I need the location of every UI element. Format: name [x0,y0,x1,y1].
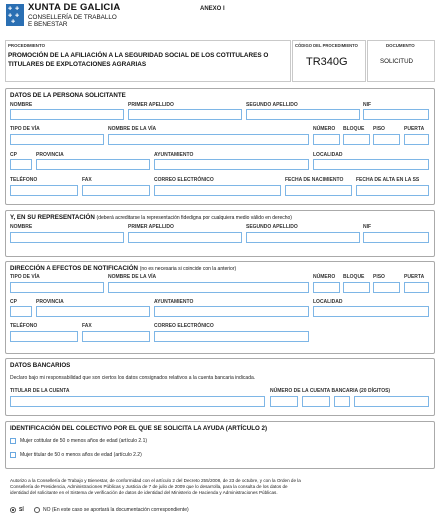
notification-fax-input[interactable] [82,331,150,342]
department-line1: CONSELLERÍA DE TRABALLO [28,14,117,21]
bank-dc-input[interactable] [334,396,350,407]
notification-ayuntamiento-input[interactable] [154,306,309,317]
applicant-tipo-via-label: TIPO DE VÍA [10,126,40,132]
notification-piso-label: PISO [373,274,385,280]
procedure-label: PROCEDIMIENTO [8,43,45,48]
applicant-provincia-input[interactable] [36,159,150,170]
collective-option2-label: Mujer titular de 50 o menos años de edad (artículo 2.2) [20,452,142,458]
collective-option1-label: Mujer cotitular de 50 o menos años de edad (artículo 2.1) [20,438,148,444]
bank-title: DATOS BANCARIOS [10,362,71,369]
notification-nombre-via-input[interactable] [108,282,309,293]
brand-name: XUNTA DE GALICIA [28,2,121,13]
representative-nombre-input[interactable] [10,232,124,243]
notification-ayuntamiento-label: AYUNTAMIENTO [154,299,194,305]
representative-nif-input[interactable] [363,232,429,243]
applicant-telefono-label: TELÉFONO [10,177,38,183]
notification-numero-label: NÚMERO [313,274,336,280]
notification-cp-input[interactable] [10,306,32,317]
bank-declaration: Declaro bajo mi responsabilidad que son ciertos los datos consignados relativos a la cuenta bancaria indicada. [10,375,256,381]
applicant-ayuntamiento-label: AYUNTAMIENTO [154,152,194,158]
representative-apellido1-input[interactable] [128,232,242,243]
applicant-nombre-via-label: NOMBRE DE LA VÍA [108,126,157,132]
notification-provincia-label: PROVINCIA [36,299,64,305]
representative-note: (deberá acreditarse la representación fidedigna por cualquiera medio válido en derecho) [96,215,292,221]
notification-title-text: DIRECCIÓN A EFECTOS DE NOTIFICACIÓN [10,265,138,272]
notification-fax-label: FAX [82,323,92,329]
notification-localidad-input[interactable] [313,306,429,317]
bank-titular-label: TITULAR DE LA CUENTA [10,388,70,394]
notification-piso-input[interactable] [373,282,400,293]
applicant-fax-label: FAX [82,177,92,183]
applicant-piso-input[interactable] [373,134,400,145]
document-type: SOLICITUD [380,58,414,65]
applicant-telefono-input[interactable] [10,185,78,196]
applicant-apellido1-input[interactable] [128,109,242,120]
applicant-cp-label: CP [10,152,17,158]
notification-cp-label: CP [10,299,17,305]
applicant-fecha-alta-input[interactable] [356,185,429,196]
notification-telefono-input[interactable] [10,331,78,342]
authorization-text [10,478,428,496]
applicant-puerta-input[interactable] [404,134,429,145]
applicant-correo-label: CORREO ELECTRÓNICO [154,177,214,183]
notification-bloque-label: BLOQUE [343,274,365,280]
notification-puerta-input[interactable] [404,282,429,293]
procedure-code: TR340G [306,56,348,68]
applicant-apellido2-label: SEGUNDO APELLIDO [246,102,298,108]
notification-note: (no es necesaria si coincide con la anterior) [139,266,237,272]
representative-title-text: Y, EN SU REPRESENTACIÓN [10,214,95,221]
applicant-numero-label: NÚMERO [313,126,336,132]
notification-nombre-via-label: NOMBRE DE LA VÍA [108,274,157,280]
bank-titular-input[interactable] [10,396,265,407]
notification-localidad-label: LOCALIDAD [313,299,343,305]
applicant-title: DATOS DE LA PERSONA SOLICITANTE [10,92,126,99]
bank-numero-label: NÚMERO DE LA CUENTA BANCARIA (20 DÍGITOS) [270,388,391,394]
authorization-line1: Autorizo a la Consellería de Trabajo y Bienestar, de conformidad con el artículo 2 del Decreto 255/2008, de 23 de octubre, y con la Orden de la [10,478,301,483]
applicant-puerta-label: PUERTA [404,126,425,132]
annex-label: ANEXO I [200,6,225,12]
applicant-nif-input[interactable] [363,109,429,120]
notification-correo-input[interactable] [154,331,309,342]
notification-provincia-input[interactable] [36,306,150,317]
authorization-no-radio[interactable] [34,507,40,513]
bank-account-input[interactable] [354,396,429,407]
bank-office-input[interactable] [302,396,330,407]
xunta-logo: ✚ ✚ ✚ ✚ ✚ [6,4,24,26]
procedure-title-line2: TITULARES DE EXPLOTACIONES AGRARIAS [8,61,147,68]
applicant-correo-input[interactable] [154,185,281,196]
applicant-nif-label: NIF [363,102,372,108]
representative-nombre-label: NOMBRE [10,224,33,230]
applicant-tipo-via-input[interactable] [10,134,104,145]
applicant-bloque-input[interactable] [343,134,370,145]
procedure-title-line1: PROMOCIÓN DE LA AFILIACIÓN A LA SEGURIDAD SOCIAL DE LOS COTITULARES O [8,52,269,59]
applicant-piso-label: PISO [373,126,385,132]
applicant-fecha-alta-label: FECHA DE ALTA EN LA SS [356,177,420,183]
applicant-cp-input[interactable] [10,159,32,170]
notification-telefono-label: TELÉFONO [10,323,38,329]
applicant-numero-input[interactable] [313,134,340,145]
applicant-provincia-label: PROVINCIA [36,152,64,158]
department-name [28,14,117,28]
applicant-localidad-input[interactable] [313,159,429,170]
notification-correo-label: CORREO ELECTRÓNICO [154,323,214,329]
applicant-ayuntamiento-input[interactable] [154,159,309,170]
notification-tipo-via-label: TIPO DE VÍA [10,274,40,280]
authorization-line2: Consellería de Presidencia, Administraciones Públicas y Justicia de 7 de julio de 2009 que lo desarrolla, para la consulta de los datos de [10,484,288,489]
document-label: DOCUMENTO [386,43,415,48]
collective-option1-checkbox[interactable] [10,438,16,444]
applicant-bloque-label: BLOQUE [343,126,365,132]
procedure-code-label: CÓDIGO DEL PROCEDIMIENTO [295,43,358,48]
representative-title [10,214,292,221]
applicant-nombre-input[interactable] [10,109,124,120]
applicant-apellido2-input[interactable] [246,109,360,120]
authorization-line3: identidad del solicitante en el Sistema de verificación de datos de identidad del Ministerio de Hacienda y Administraciones Públicas. [10,490,278,495]
applicant-nombre-label: NOMBRE [10,102,33,108]
bank-entity-input[interactable] [270,396,298,407]
authorization-no-label: NO (En este caso se aportará la documentación correspondiente) [43,507,189,513]
notification-title [10,265,236,272]
authorization-yes-label: SÍ [19,507,24,513]
collective-title: IDENTIFICACIÓN DEL COLECTIVO POR EL QUE SE SOLICITA LA AYUDA (ARTÍCULO 2) [10,425,268,432]
applicant-fecha-nac-input[interactable] [285,185,352,196]
notification-bloque-input[interactable] [343,282,370,293]
applicant-fecha-nac-label: FECHA DE NACIMIENTO [285,177,344,183]
applicant-apellido1-label: PRIMER APELLIDO [128,102,174,108]
notification-puerta-label: PUERTA [404,274,425,280]
authorization-yes-radio[interactable] [10,507,16,513]
representative-apellido2-label: SEGUNDO APELLIDO [246,224,298,230]
department-line2: E BENESTAR [28,21,68,28]
applicant-fax-input[interactable] [82,185,150,196]
applicant-localidad-label: LOCALIDAD [313,152,343,158]
representative-apellido2-input[interactable] [246,232,360,243]
notification-tipo-via-input[interactable] [10,282,104,293]
representative-apellido1-label: PRIMER APELLIDO [128,224,174,230]
notification-numero-input[interactable] [313,282,340,293]
applicant-nombre-via-input[interactable] [108,134,309,145]
representative-nif-label: NIF [363,224,372,230]
collective-option2-checkbox[interactable] [10,452,16,458]
